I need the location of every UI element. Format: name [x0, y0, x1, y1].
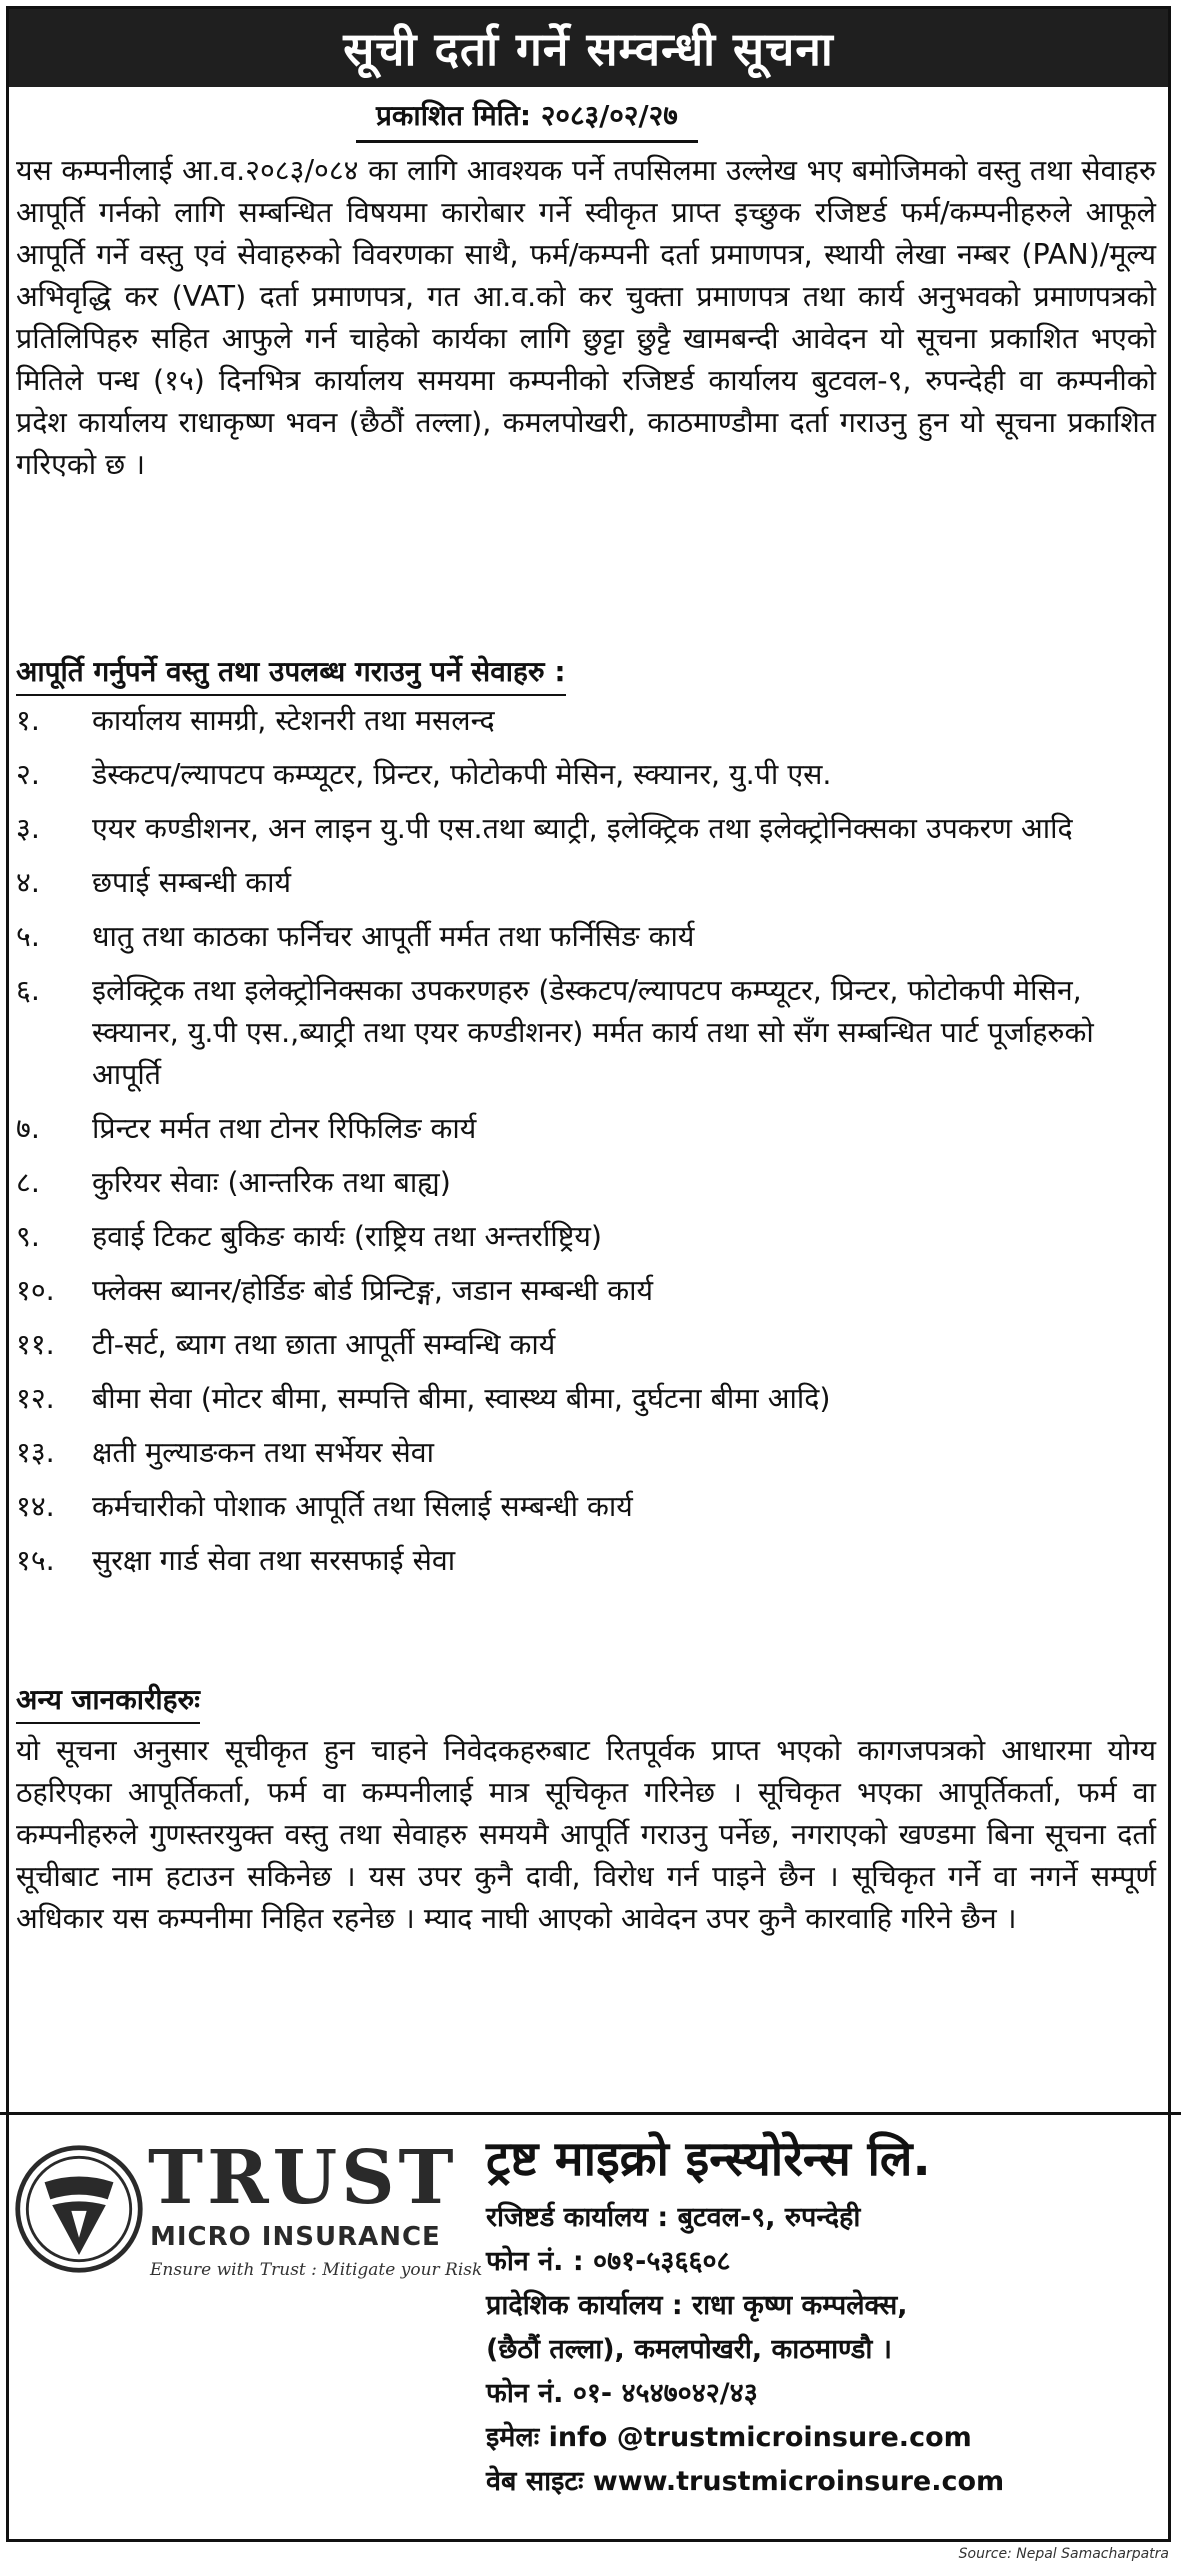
list-item-number: १. — [16, 704, 40, 737]
list-item-text: टी-सर्ट, ब्याग तथा छाता आपूर्ती सम्वन्धि कार्य — [92, 1328, 556, 1361]
list-item-text: सुरक्षा गार्ड सेवा तथा सरसफाई सेवा — [92, 1544, 456, 1577]
list-item-number: ११. — [16, 1328, 55, 1361]
logo-subtitle: MICRO INSURANCE — [150, 2222, 441, 2252]
other-info-paragraph: यो सूचना अनुसार सूचीकृत हुन चाहने निवेदकहरुबाट रितपूर्वक प्राप्त भएको कागजपत्रको आधारमा योग्य ठहरिएका आपूर्तिकर्ता, फर्म वा कम्पनीलाई मात्र सूचिकृत गरिनेछ । सूचिकृत भएका आपूर्तिकर्ता, फर्म वा कम्पनीहरुले गुणस्तरयुक्त वस्तु तथा सेवाहरु समयमै आपूर्ति गराउनु पर्नेछ, नगराएको खण्डमा बिना सूचना दर्ता सूचीबाट नाम हटाउन सकिनेछ । यस उपर कुनै दावी, विरोध गर्न पाइने छैन । सूचिकृत गर्ने वा नगर्ने सम्पूर्ण अधिकार यस कम्पनीमा निहित रहनेछ । म्याद नाघी आएको आवेदन उपर कुनै कारवाहि गरिने छैन । — [16, 1734, 1156, 1935]
list-item — [16, 700, 1156, 742]
list-item-number: ६. — [16, 974, 40, 1007]
footer-divider — [0, 2112, 1181, 2115]
list-item — [16, 970, 1156, 1096]
list-item — [16, 1216, 1156, 1258]
list-item — [16, 1162, 1156, 1204]
other-info-heading: अन्य जानकारीहरुः — [16, 1680, 200, 1724]
list-item-number: ३. — [16, 812, 40, 845]
published-date: प्रकाशित मिति: २०८३/०२/२७ — [356, 96, 698, 143]
source-credit: Source: Nepal Samacharpatra — [958, 2546, 1169, 2562]
list-item-number: ९. — [16, 1220, 40, 1253]
list-item-number: ४. — [16, 866, 40, 899]
list-item — [16, 1486, 1156, 1528]
list-item — [16, 1324, 1156, 1366]
list-item-text: इलेक्ट्रिक तथा इलेक्ट्रोनिक्सका उपकरणहरु (डेस्कटप/ल्यापटप कम्प्यूटर, प्रिन्टर, फोटोकपी मेसिन, स्क्यानर, यु.पी एस.,ब्याट्री तथा एयर कण्डीशनर) मर्मत कार्य तथा सो सँग सम्बन्धित पार्ट पूर्जाहरुको आपूर्ति — [92, 974, 1094, 1091]
list-item-text: एयर कण्डीशनर, अन लाइन यु.पी एस.तथा ब्याट्री, इलेक्ट्रिक तथा इलेक्ट्रोनिक्सका उपकरण आदि — [92, 812, 1073, 845]
items-heading: आपूर्ति गर्नुपर्ने वस्तु तथा उपलब्ध गराउनु पर्ने सेवाहरु : — [16, 652, 566, 696]
list-item-number: ७. — [16, 1112, 40, 1145]
logo-tagline: Ensure with Trust : Mitigate your Risk — [150, 2260, 483, 2280]
phone-2: फोन नं. ०१- ४५४७०४२/४३ — [486, 2378, 758, 2409]
list-item — [16, 1378, 1156, 1420]
list-item — [16, 916, 1156, 958]
list-item-text: डेस्कटप/ल्यापटप कम्प्यूटर, प्रिन्टर, फोटोकपी मेसिन, स्क्यानर, यु.पी एस. — [92, 758, 832, 791]
company-name: ट्रष्ट माइक्रो इन्स्योरेन्स लि. — [486, 2131, 931, 2187]
list-item-text: धातु तथा काठका फर्निचर आपूर्ती मर्मत तथा फर्निसिङ कार्य — [92, 920, 695, 953]
list-item-number: १५. — [16, 1544, 55, 1577]
provincial-office-2: (छैठौं तल्ला), कमलपोखरी, काठमाण्डौ । — [486, 2334, 892, 2365]
list-item — [16, 808, 1156, 850]
list-item-text: क्षती मुल्याङकन तथा सर्भेयर सेवा — [92, 1436, 434, 1469]
provincial-office: प्रादेशिक कार्यालय : राधा कृष्ण कम्पलेक्स, — [486, 2290, 908, 2321]
logo-word: TRUST — [148, 2135, 458, 2221]
contact-block — [486, 2196, 1156, 2504]
items-list — [16, 700, 1156, 1594]
email: इमेलः info @trustmicroinsure.com — [486, 2422, 972, 2453]
list-item-number: १२. — [16, 1382, 55, 1415]
list-item-text: छपाई सम्बन्धी कार्य — [92, 866, 292, 899]
list-item-text: प्रिन्टर मर्मत तथा टोनर रिफिलिङ कार्य — [92, 1112, 477, 1145]
list-item — [16, 1432, 1156, 1474]
list-item-number: ८. — [16, 1166, 40, 1199]
list-item-number: २. — [16, 758, 40, 791]
notice-title: सूची दर्ता गर्ने सम्वन्धी सूचना — [9, 9, 1168, 87]
list-item-text: कर्मचारीको पोशाक आपूर्ति तथा सिलाई सम्बन्धी कार्य — [92, 1490, 633, 1523]
trust-shield-logo-icon — [12, 2142, 146, 2276]
list-item — [16, 1270, 1156, 1312]
list-item-text: कार्यालय सामग्री, स्टेशनरी तथा मसलन्द — [92, 704, 495, 737]
intro-paragraph: यस कम्पनीलाई आ.व.२०८३/०८४ का लागि आवश्यक पर्ने तपसिलमा उल्लेख भए बमोजिमको वस्तु तथा सेवाहरु आपूर्ति गर्नको लागि सम्बन्धित विषयमा कारोबार गर्ने स्वीकृत प्राप्त इच्छुक रजिष्टर्ड फर्म/कम्पनीहरुले आफूले आपूर्ति गर्ने वस्तु एवं सेवाहरुको विवरणका साथै, फर्म/कम्पनी दर्ता प्रमाणपत्र, स्थायी लेखा नम्बर (PAN)/मूल्य अभिवृद्धि कर (VAT) दर्ता प्रमाणपत्र, गत आ.व.को कर चुक्ता प्रमाणपत्र तथा कार्य अनुभवको प्रमाणपत्रको प्रतिलिपिहरु सहित आफुले गर्न चाहेको कार्यका लागि छुट्टा छुट्टै खामबन्दी आवेदन यो सूचना प्रकाशित भएको मितिले पन्ध (१५) दिनभित्र कार्यालय समयमा कम्पनीको रजिष्टर्ड कार्यालय बुटवल-९, रुपन्देही वा कम्पनीको प्रदेश कार्यालय राधाकृष्ण भवन (छैठौं तल्ला), कमलपोखरी, काठमाण्डौमा दर्ता गराउनु हुन यो सूचना प्रकाशित गरिएको छ । — [16, 154, 1156, 481]
list-item — [16, 1108, 1156, 1150]
list-item — [16, 754, 1156, 796]
list-item-text: कुरियर सेवाः (आन्तरिक तथा बाह्य) — [92, 1166, 451, 1199]
list-item-number: १०. — [16, 1274, 55, 1307]
list-item-number: १३. — [16, 1436, 55, 1469]
list-item-text: हवाई टिकट बुकिङ कार्यः (राष्ट्रिय तथा अन्तर्राष्ट्रिय) — [92, 1220, 603, 1253]
list-item — [16, 862, 1156, 904]
phone-1: फोन नं. : ०७१-५३६६०८ — [486, 2246, 731, 2277]
list-item — [16, 1540, 1156, 1582]
registered-office: रजिष्टर्ड कार्यालय : बुटवल-९, रुपन्देही — [486, 2202, 861, 2233]
list-item-number: ५. — [16, 920, 40, 953]
list-item-number: १४. — [16, 1490, 55, 1523]
website: वेब साइटः www.trustmicroinsure.com — [486, 2466, 1005, 2497]
list-item-text: बीमा सेवा (मोटर बीमा, सम्पत्ति बीमा, स्वास्थ्य बीमा, दुर्घटना बीमा आदि) — [92, 1382, 831, 1415]
list-item-text: फ्लेक्स ब्यानर/होर्डिङ बोर्ड प्रिन्टिङ्ग, जडान सम्बन्धी कार्य — [92, 1274, 654, 1307]
